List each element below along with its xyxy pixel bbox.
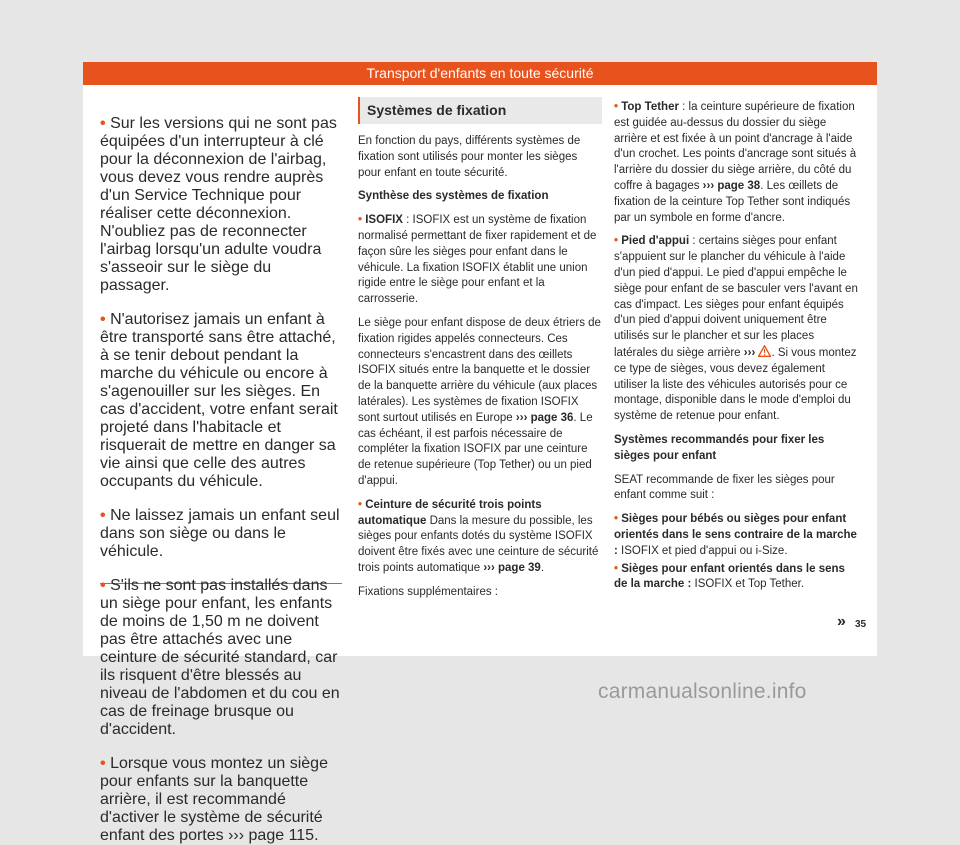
bullet-icon: • xyxy=(100,115,106,132)
rec-intro: SEAT recommande de fixer les sièges pour enfant comme suit : xyxy=(614,473,835,502)
warning-item: • S'ils ne sont pas installés dans un siège pour enfant, les enfants de moins de 1,50 m ne doivent pas être attachés avec une ceinture de sécurité standard, car ils risquent d'être blessés au niveau de l'abdomen et du cou en cas de freinage brusque ou d'accident. xyxy=(100,577,340,738)
intro-paragraph: En fonction du pays, différents systèmes de fixation sont utilisés pour monter les sièges pour enfant en toute sécurité. xyxy=(358,135,581,179)
bullet-icon: • xyxy=(614,562,619,575)
page-header: Transport d'enfants en toute sécurité xyxy=(83,62,877,85)
bullet-icon: • xyxy=(100,507,106,524)
warning-item: • Ne laissez jamais un enfant seul dans son siège ou dans le véhicule. xyxy=(100,507,340,560)
warning-list xyxy=(100,115,342,845)
warning-item: • N'autorisez jamais un enfant à être transporté sans être attaché, à se tenir debout pendant la marche du véhicule ou encore à s'agenouiller sur les sièges. En cas d'accident, votre enfant serait projeté dans l'habitacle et risquerait de mettre en danger sa vie ainsi que celle des autres occupants du véhicule. xyxy=(100,311,338,490)
pied-item: • Pied d'appui : certains sièges pour enfant s'appuient sur le plancher du véhicule à l'aide d'un pied d'appui. Le pied d'appui empêche le siège pour enfant de se basculer vers l'avant en cas d'impact. Les sièges pour enfant équipés d'un pied d'appui doivent uniquement être utilisés sur le plancher et sur les places latérales du siège arrière ››› . Si vous montez ce type de sièges, vous devez également utiliser la liste des véhicules autorisés pour ce montage, disponible dans le mode d'emploi du système de retenue pour enfant. xyxy=(614,235,858,423)
synth-heading: Synthèse des systèmes de fixation xyxy=(358,190,549,203)
connector-paragraph: Le siège pour enfant dispose de deux étriers de fixation rigides appelés connecteurs. Ces connecteurs s'encastrent dans des œillets ISOFIX situés entre la banquette et le dossier de la banquette arrière du véhicule (aux places latérales). Les systèmes de fixation ISOFIX sont surtout utilisés en Europe ››› page 36. Le cas échéant, il est parfois nécessaire de compléter la fixation ISOFIX par une ceinture de retenue supérieure (Top Tether) ou un pied d'appui. xyxy=(358,316,601,487)
bullet-icon: • xyxy=(100,311,106,328)
warning-item: • Sur les versions qui ne sont pas équipées d'un interrupteur à clé pour la déconnexion de l'airbag, vous devez vous rendre auprès d'un Service Technique pour réaliser cette déconnexion. N'oubliez pas de reconnecter l'airbag lorsqu'un adulte voudra s'asseoir sur le siège du passager. xyxy=(100,115,337,294)
page-link[interactable]: ››› page 39 xyxy=(483,561,541,574)
rec-item: • Sièges pour bébés ou sièges pour enfant orientés dans le sens contraire de la marche : ISOFIX et pied d'appui ou i-Size. xyxy=(614,513,857,557)
bullet-icon: • xyxy=(100,577,106,594)
page-link[interactable]: ››› page 36 xyxy=(515,411,574,424)
warning-box xyxy=(100,99,342,844)
bullet-icon: • xyxy=(614,101,619,113)
column-right xyxy=(614,100,860,601)
page-link[interactable]: ››› page 38 xyxy=(702,179,761,192)
warning-triangle-icon xyxy=(758,345,771,357)
isofix-item: • ISOFIX : ISOFIX est un système de fixation normalisé permettant de fixer rapidement et de façon sûre les sièges pour enfant dans le véhicule. La fixation ISOFIX établit une union rigide entre le siège pour enfant et la carrosserie. xyxy=(358,214,597,306)
column-middle xyxy=(358,97,602,609)
bullet-icon: • xyxy=(100,755,106,772)
rec-heading: Systèmes recommandés pour fixer les sièges pour enfant xyxy=(614,433,825,462)
watermark: carmanualsonline.info xyxy=(598,680,807,703)
page-link[interactable]: ››› page 115. xyxy=(228,827,319,844)
page-link[interactable]: ››› xyxy=(743,346,756,359)
bullet-icon: • xyxy=(614,235,619,248)
extra-fixations: Fixations supplémentaires : xyxy=(358,585,498,598)
warning-item: • Lorsque vous montez un siège pour enfants sur la banquette arrière, il est recommandé d'activer le système de sécurité enfant des portes ››› page 115. xyxy=(100,755,328,844)
bullet-icon: • xyxy=(614,513,619,526)
tether-item: • Top Tether : la ceinture supérieure de fixation est guidée au-dessus du dossier du siège arrière et est fixée à un point d'ancrage à l'aide d'un crochet. Les points d'ancrage sont situés à l'arrière du dossier du siège arrière, du côté du coffre à bagages ››› page 38. Les œillets de fixation de la ceinture Top Tether sont indiqués par un symbole en forme d'ancre. xyxy=(614,101,857,224)
page-number: 35 xyxy=(855,619,867,630)
belt-item: • Ceinture de sécurité trois points automatique Dans la mesure du possible, les sièges pour enfants dotés du système ISOFIX doivent être fixés avec une ceinture de sécurité trois points automatique ››› page 39. xyxy=(358,498,599,574)
rec-item: • Sièges pour enfant orientés dans le sens de la marche : ISOFIX et Top Tether. xyxy=(614,562,845,591)
bullet-icon: • xyxy=(358,498,363,511)
bullet-icon: • xyxy=(358,214,363,227)
section-title: Systèmes de fixation xyxy=(358,97,602,124)
continue-arrow-icon: » xyxy=(837,613,846,630)
